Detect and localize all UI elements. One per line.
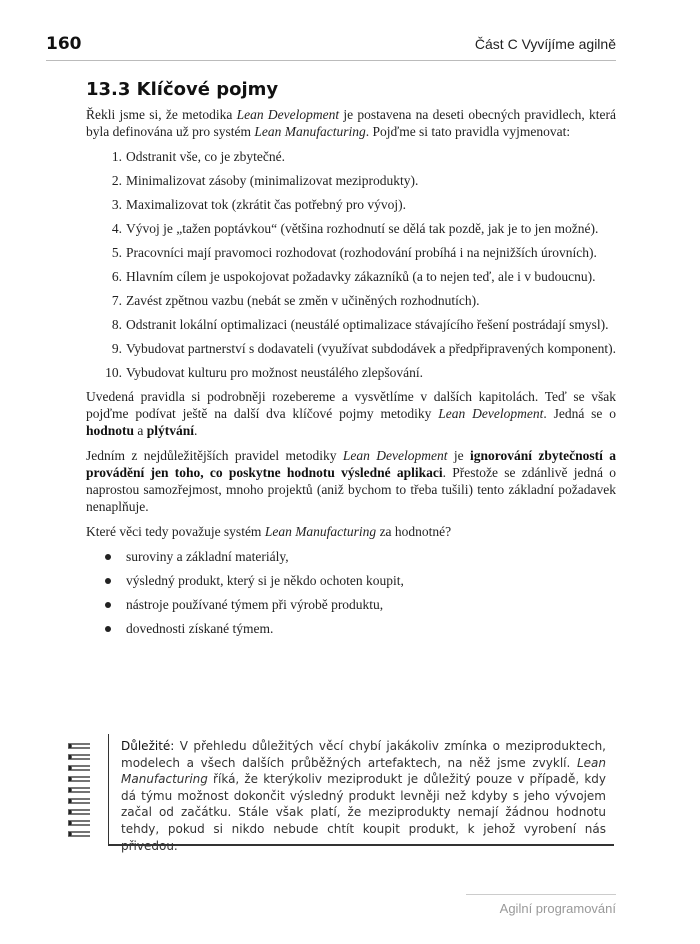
intro-text-3: . Pojďme si tato pravidla vyjmenovat: [365, 124, 571, 139]
list-item-text: Vybudovat kulturu pro možnost neustálého zlepšování. [126, 365, 423, 380]
list-number: 5. [111, 245, 122, 260]
list-item [86, 220, 616, 237]
list-item-text: Maximalizovat tok (zkrátit čas potřebný pro vývoj). [126, 197, 407, 212]
paragraph-question [86, 523, 616, 540]
bullet-icon [105, 626, 111, 632]
list-item [86, 148, 616, 165]
page-footer: Agilní programování [466, 894, 616, 916]
para4-text-2: za hodnotné? [376, 524, 452, 539]
paragraph-value-waste [86, 388, 616, 439]
list-item [86, 316, 616, 333]
list-item-text: Odstranit vše, co je zbytečné. [126, 149, 285, 164]
list-number: 2. [111, 173, 122, 188]
rules-list [86, 148, 616, 381]
list-number: 7. [111, 293, 122, 308]
para2-text-1: Uvedená pravidla si podrobněji rozebereme a vysvětlíme v dalších kapitolách. Teď se však pojďme podívat ještě na další dva klíčové pojmy metodiky [86, 389, 616, 421]
list-item [86, 596, 616, 613]
list-item [86, 364, 616, 381]
intro-paragraph [86, 106, 616, 140]
intro-emphasis-1: Lean Development [236, 107, 340, 122]
list-number: 6. [111, 269, 122, 284]
para2-bold-value: hodnotu [86, 423, 135, 438]
intro-emphasis-2: Lean Manufacturing [254, 124, 366, 139]
list-item-text: výsledný produkt, který si je někdo ochoten koupit, [126, 573, 404, 588]
para2-text-2: . Jedná se o [543, 406, 617, 421]
para3-text-2: je [447, 448, 470, 463]
list-item-text: Minimalizovat zásoby (minimalizovat meziprodukty). [126, 173, 419, 188]
list-item [86, 292, 616, 309]
list-item [86, 196, 616, 213]
para2-text-4: . [194, 423, 198, 438]
intro-text-1: Řekli jsme si, že metodika [86, 107, 237, 122]
list-number: 4. [111, 221, 122, 236]
para3-text-3: . Přestože se zdánlivě jedná o naprostou samozřejmost, mnoho projektů (aniž bychom to třeba tušili) tento základní požadavek nenaplňuje. [86, 465, 616, 514]
list-number: 3. [111, 197, 122, 212]
list-number: 1. [111, 149, 122, 164]
running-head: Část C Vyvíjíme agilně [474, 36, 616, 52]
list-item [86, 172, 616, 189]
list-item-text: Odstranit lokální optimalizaci (neustálé optimalizace stávajícího řešení postrádají smysl). [126, 317, 609, 332]
intro-text-2: je postavena na deseti obecných pravidlech, která byla definována už pro systém [86, 107, 616, 139]
list-item-text: Pracovníci mají pravomoci rozhodovat (rozhodování probíhá i na nejnižších úrovních). [126, 245, 597, 260]
bullet-icon [105, 554, 111, 560]
para4-text-1: Které věci tedy považuje systém [86, 524, 265, 539]
para2-bold-waste: plýtvání [146, 423, 195, 438]
list-item-text: dovednosti získané týmem. [126, 621, 274, 636]
bullet-icon [105, 602, 111, 608]
page-header [46, 34, 616, 61]
section-title: 13.3 Klíčové pojmy [86, 79, 279, 100]
list-item-text: Hlavním cílem je uspokojovat požadavky zákazníků (a to nejen teď, ale i v budoucnu). [126, 269, 596, 284]
list-item-text: Vybudovat partnerství s dodavateli (využívat subdodávek a předpřipravených komponent). [126, 341, 616, 356]
list-item [86, 244, 616, 261]
list-item [86, 268, 616, 285]
note-emphasis: Lean Manufacturing [121, 755, 606, 787]
para2-emphasis: Lean Development [438, 406, 544, 421]
list-item-text: nástroje používané týmem při výrobě produktu, [126, 597, 384, 612]
list-item-text: Vývoj je „tažen poptávkou“ (většina rozhodnutí se dělá tak pozdě, jak je to jen možné). [126, 221, 599, 236]
note-box [108, 734, 614, 853]
para3-emphasis: Lean Development [342, 448, 448, 463]
page-number: 160 [46, 34, 82, 54]
para3-text-1: Jedním z nejdůležitějších pravidel metodiky [86, 448, 343, 463]
list-item [86, 548, 616, 565]
valuables-list [86, 548, 616, 637]
note-label: Důležité: [121, 739, 175, 753]
important-note [78, 734, 614, 853]
list-item [86, 572, 616, 589]
list-item [86, 340, 616, 357]
list-item-text: Zavést zpětnou vazbu (nebát se změn v učiněných rozhodnutích). [126, 293, 480, 308]
para4-emphasis: Lean Manufacturing [264, 524, 377, 539]
bullet-icon [105, 578, 111, 584]
note-text-2: říká, že kterýkoliv meziprodukt je důležitý pouze v případě, kdy dá týmu možnost dokončit výsledný produkt levněji než kdyby s jeho vývojem začal od začátku. Stále však platí, že meziprodukty nemají žádnou hodnotu tehdy, pokud si nikdo nebude chtít koupit produkt, k jehož vyrobení nás přivedou. [121, 772, 606, 853]
page-content [86, 78, 616, 644]
note-text-1: V přehledu důležitých věcí chybí jakákoliv zmínka o meziproduktech, modelech a všech dalších průběžných artefaktech, na něž jsme zvyklí. [121, 739, 606, 770]
list-number: 8. [111, 317, 122, 332]
list-number: 9. [111, 341, 122, 356]
list-number: 10. [105, 365, 122, 380]
list-item-text: suroviny a základní materiály, [126, 549, 289, 564]
notepad-spiral-icon [66, 738, 92, 844]
list-item [86, 620, 616, 637]
para3-bold: ignorování zbytečností a provádění jen toho, co poskytne hodnotu výsledné aplikaci [86, 448, 617, 480]
paragraph-key-rule [86, 447, 616, 515]
para2-text-3: a [134, 423, 147, 438]
